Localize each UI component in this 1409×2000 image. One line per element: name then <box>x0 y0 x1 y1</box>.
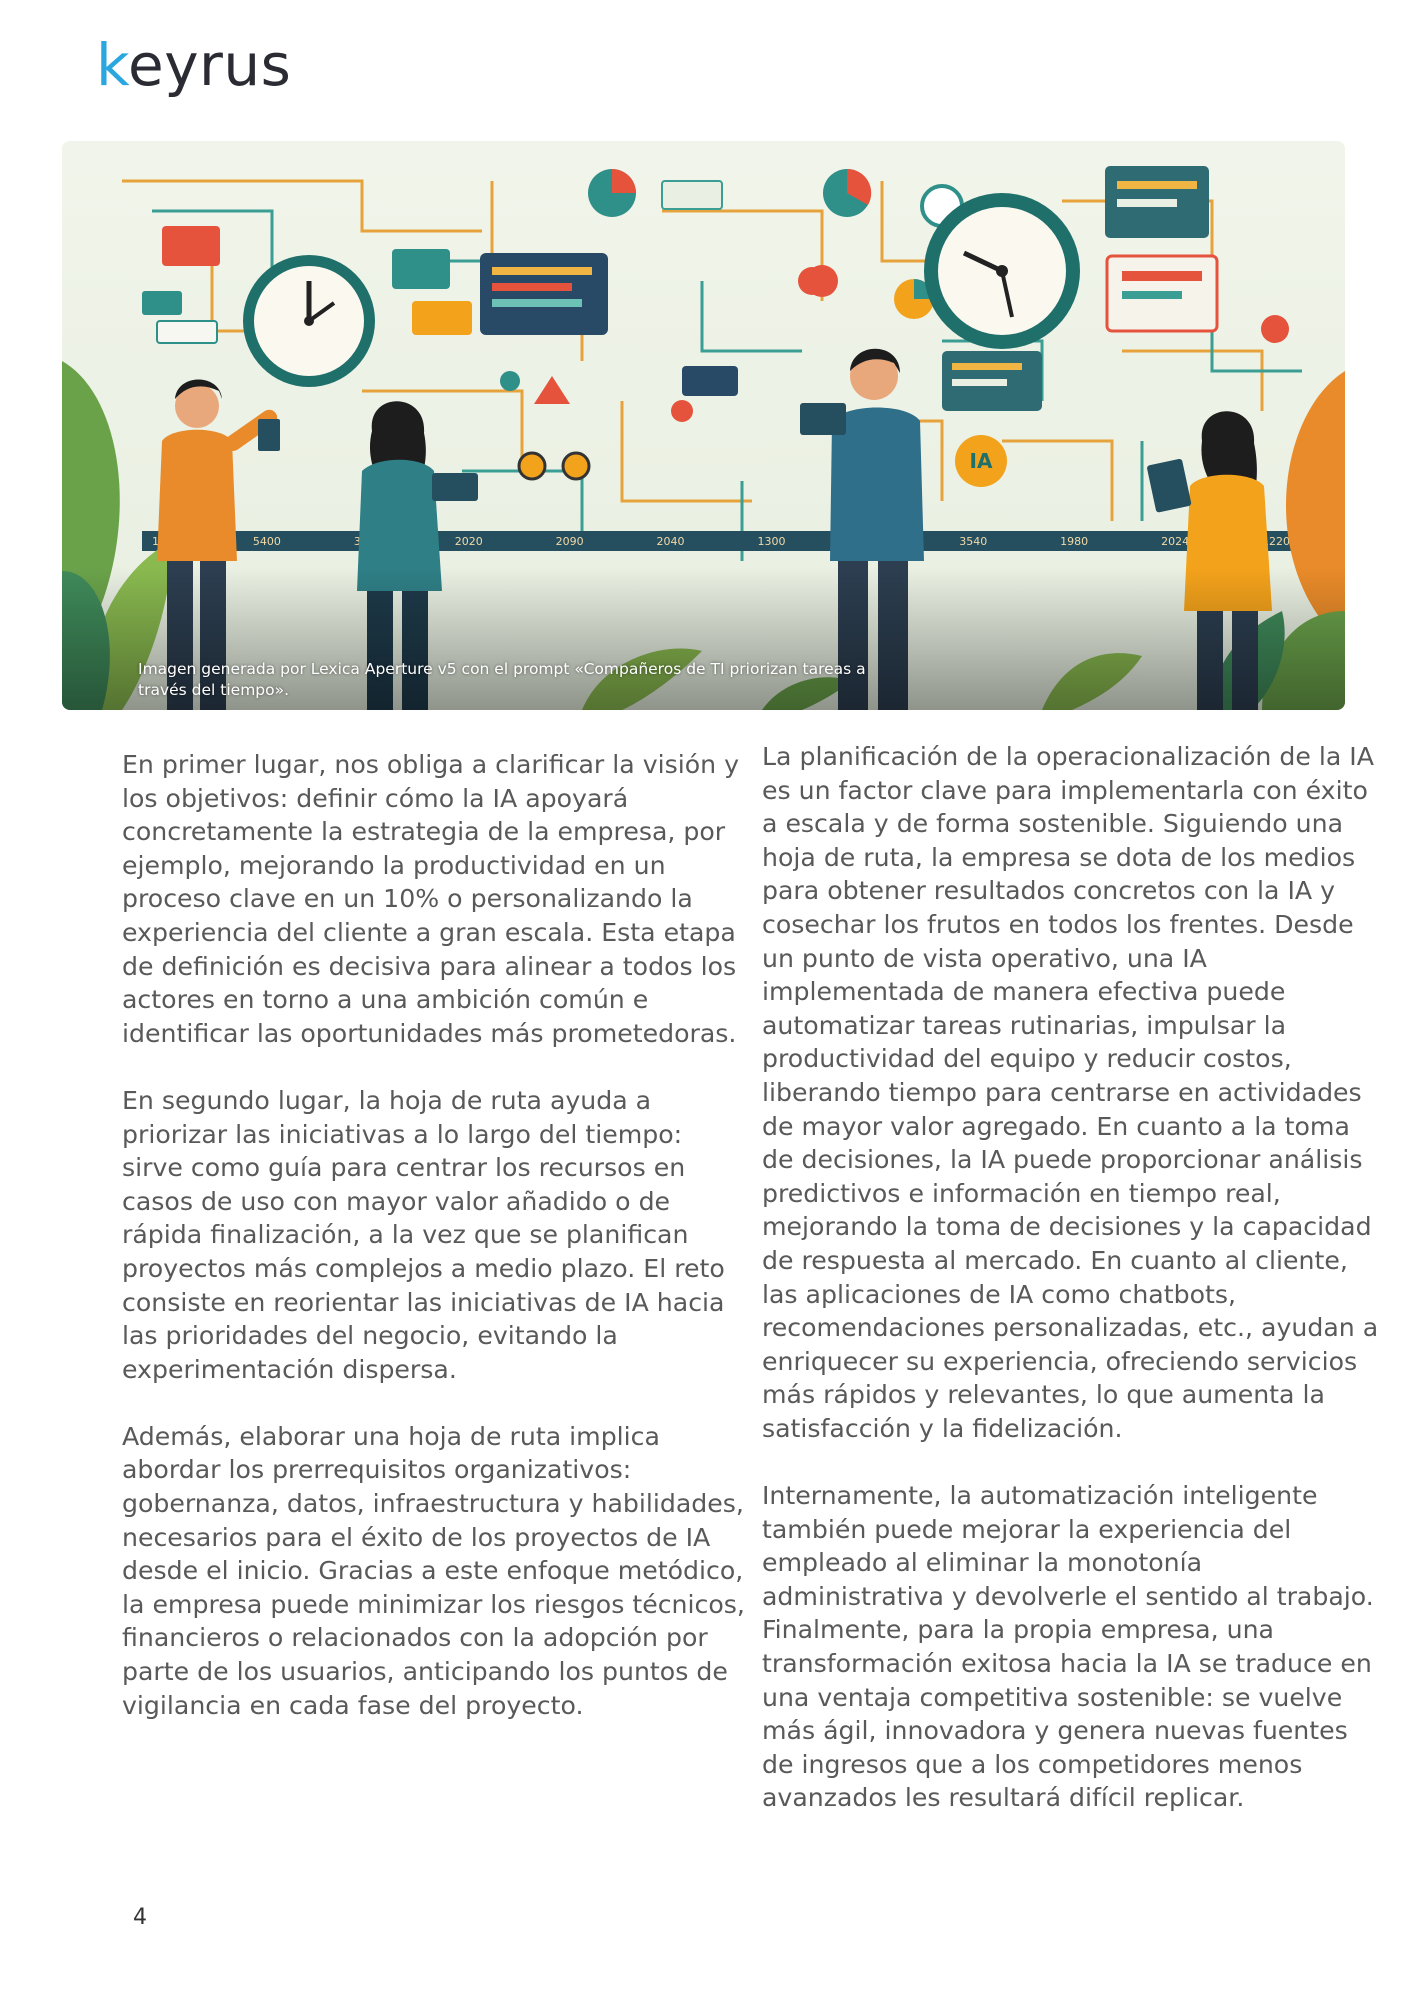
page-number: 4 <box>133 1905 147 1930</box>
paragraph: En segundo lugar, la hoja de ruta ayuda a priorizar las iniciativas a lo largo del tiempo: sirve como guía para centrar los recursos en casos de uso con mayor valor añadido o de rápida finalización, a la vez que se planifican proyectos más complejos a medio plazo. El reto consiste en reorientar las iniciativas de IA hacia las prioridades del negocio, evitando la experimentación dispersa. <box>122 1085 725 1384</box>
paragraph: La planificación de la operacionalización de la IA es un factor clave para implementarla con éxito a escala y de forma sostenible. Siguiendo una hoja de ruta, la empresa se dota de los medios para obtener resultados concretos con la IA y cosechar los frutos en todos los frentes. Desde un punto de vista operativo, una IA implementada de manera efectiva puede automatizar tareas rutinarias, impulsar la productividad del equipo y reducir costos, liberando tiempo para centrarse en actividades de mayor valor agregado. En cuanto a la toma de decisiones, la IA puede proporcionar análisis predictivos e información en tiempo real, mejorando la toma de decisiones y la capacidad de respuesta al mercado. En cuanto al cliente, las aplicaciones de IA como chatbots, recomendaciones personalizadas, etc., ayudan a enriquecer su experiencia, ofreciendo servicios más rápidos y relevantes, lo que aumenta la satisfacción y la fidelización. <box>762 742 1379 1443</box>
keyrus-logo <box>96 31 292 99</box>
image-caption: Imagen generada por Lexica Aperture v5 con el prompt «Compañeros de TI priorizan tareas a través del tiempo». <box>138 660 866 699</box>
logo-rest: eyrus <box>128 31 292 99</box>
right-column <box>762 740 1380 1849</box>
hero-illustration <box>62 141 1345 710</box>
paragraph: Internamente, la automatización inteligente también puede mejorar la experiencia del empleado al eliminar la monotonía administrativa y devolverle el sentido al trabajo. Finalmente, para la propia empresa, una transformación exitosa hacia la IA se traduce en una ventaja competitiva sostenible: se vuelve más ágil, innovadora y genera nuevas fuentes de ingresos que a los competidores menos avanzados les resultará difícil replicar. <box>762 1481 1374 1813</box>
logo-k-blue: k <box>96 31 129 99</box>
paragraph: Además, elaborar una hoja de ruta implica abordar los prerrequisitos organizativos: gobernanza, datos, infraestructura y habilidades, necesarios para el éxito de los proyectos de IA desde el inicio. Gracias a este enfoque metódico, la empresa puede minimizar los riesgos técnicos, financieros o relacionados con la adopción por parte de los usuarios, anticipando los puntos de vigilancia en cada fase del proyecto. <box>122 1421 745 1720</box>
left-column <box>122 748 747 1756</box>
hero-svg <box>62 141 1345 710</box>
paragraph: En primer lugar, nos obliga a clarificar la visión y los objetivos: definir cómo la IA apoyará concretamente la estrategia de la empresa, por ejemplo, mejorando la productividad en un proceso clave en un 10% o personalizando la experiencia del cliente a gran escala. Esta etapa de definición es decisiva para alinear a todos los actores en torno a una ambición común e identificar las oportunidades más prometedoras. <box>122 750 740 1048</box>
